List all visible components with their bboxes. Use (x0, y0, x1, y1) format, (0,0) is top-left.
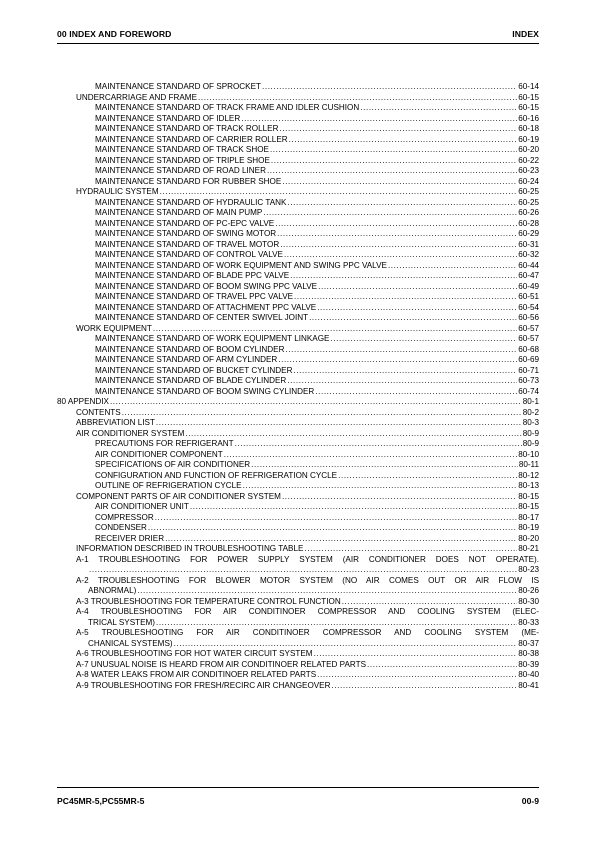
toc-page-number: 80-23 (518, 565, 539, 574)
toc-leader-dots (294, 292, 517, 303)
toc-entry-row (76, 408, 539, 419)
toc-entry-title: MAINTENANCE STANDARD OF ATTACHMENT PPC VALVE (95, 302, 317, 312)
toc-entry-row (76, 418, 539, 429)
toc-entry-title: A-9 TROUBLESHOOTING FOR FRESH/RECIRC AIR CHANGEOVER (76, 680, 331, 690)
header-rule (57, 43, 539, 44)
toc-page-number: 60-28 (518, 218, 539, 228)
toc-page-number: 80-33 (518, 617, 539, 627)
toc-leader-dots (317, 670, 517, 681)
toc-entry-row (95, 250, 539, 261)
toc-entry-title: A-2 TROUBLESHOOTING FOR BLOWER MOTOR SYSTEM (NO AIR COMES OUT OR AIR FLOW IS (76, 575, 539, 585)
toc-entry-title: MAINTENANCE STANDARD OF BLADE CYLINDER (95, 376, 287, 385)
toc-leader-dots (331, 681, 517, 692)
toc-entry-title: A-3 TROUBLESHOOTING FOR TEMPERATURE CONTROL FUNCTION (76, 596, 341, 606)
toc-page-number: 60-16 (518, 113, 539, 123)
header-section-title: 00 INDEX AND FOREWORD (57, 29, 172, 39)
toc-page-number: 60-18 (518, 124, 539, 133)
toc-entry-title: MAINTENANCE STANDARD OF BOOM CYLINDER (95, 344, 285, 354)
toc-entry[interactable] (57, 429, 539, 440)
toc-leader-dots (287, 376, 517, 387)
toc-entry[interactable] (57, 460, 539, 471)
toc-page-number: 60-44 (518, 260, 539, 270)
toc-entry-row (76, 93, 539, 104)
toc-entry-title: MAINTENANCE STANDARD OF BOOM SWING CYLINDER (95, 386, 315, 396)
toc-leader-dots (280, 240, 517, 251)
toc-entry[interactable] (57, 408, 539, 419)
toc-page-number: 60-68 (518, 344, 539, 354)
toc-entry[interactable] (57, 324, 539, 335)
toc-entry-title-cont: TRICAL SYSTEM) (88, 617, 155, 627)
toc-leader-dots (279, 124, 517, 135)
toc-entry[interactable] (57, 607, 539, 628)
toc-entry[interactable] (57, 198, 539, 209)
toc-entry-title: MAINTENANCE STANDARD OF TRAVEL PPC VALVE (95, 292, 294, 301)
toc-leader-dots (282, 492, 517, 503)
toc-leader-dots (282, 177, 517, 188)
toc-page-number: 80-2 (522, 407, 539, 417)
toc-entry-row (57, 397, 539, 408)
toc-entry[interactable] (57, 418, 539, 429)
toc-entry[interactable] (57, 366, 539, 377)
toc-leader-dots (110, 397, 522, 408)
toc-page-number: 60-71 (518, 365, 539, 375)
toc-page-number: 80-41 (518, 680, 539, 690)
toc-entry-title: CONTENTS (76, 407, 121, 417)
toc-leader-dots (165, 534, 517, 545)
toc-entry-row (95, 313, 539, 324)
toc-entry-row (95, 502, 539, 513)
toc-leader-dots (284, 250, 517, 261)
toc-entry[interactable] (57, 513, 539, 524)
toc-entry-title: MAINTENANCE STANDARD OF BOOM SWING PPC VALVE (95, 281, 318, 291)
toc-page-number: 80-10 (518, 449, 539, 459)
toc-entry-title: MAINTENANCE STANDARD OF CARRIER ROLLER (95, 134, 288, 144)
toc-entry-row (95, 219, 539, 230)
toc-entry[interactable] (57, 313, 539, 324)
page-header (57, 0, 539, 44)
toc-leader-dots (315, 387, 517, 398)
toc-leader-dots (271, 156, 517, 167)
toc-leader-dots (338, 471, 517, 482)
toc-entry[interactable] (57, 502, 539, 513)
toc-entry[interactable] (57, 481, 539, 492)
toc-leader-dots (275, 219, 517, 230)
toc-entry-row (95, 282, 539, 293)
toc-entry[interactable] (57, 670, 539, 681)
toc-entry[interactable] (57, 439, 539, 450)
toc-page-number: 60-74 (518, 386, 539, 396)
toc-entry[interactable] (57, 303, 539, 314)
toc-entry-title: A-6 TROUBLESHOOTING FOR HOT WATER CIRCUIT SYSTEM (76, 649, 313, 658)
toc-leader-dots (285, 345, 517, 356)
toc-leader-dots (270, 145, 517, 156)
toc-entry-row (95, 229, 539, 240)
toc-entry[interactable] (57, 681, 539, 692)
toc-entry-title: MAINTENANCE STANDARD OF WORK EQUIPMENT LINKAGE (95, 334, 330, 343)
toc-entry-row (95, 198, 539, 209)
toc-entry[interactable] (57, 208, 539, 219)
toc-entry-row (95, 481, 539, 492)
toc-entry[interactable] (57, 597, 539, 608)
toc-entry[interactable] (57, 660, 539, 671)
toc-entry[interactable] (57, 292, 539, 303)
toc-leader-dots (224, 450, 517, 461)
toc-leader-dots (243, 481, 518, 492)
toc-page-number: 60-22 (518, 155, 539, 165)
toc-entry[interactable] (57, 114, 539, 125)
toc-page-number: 60-15 (518, 92, 539, 102)
toc-entry-row (95, 387, 539, 398)
toc-leader-dots (241, 114, 517, 125)
toc-entry-row (95, 292, 539, 303)
toc-entry-continuation (76, 586, 539, 597)
toc-entry-title: PRECAUTIONS FOR REFRIGERANT (95, 439, 234, 448)
toc-leader-dots (330, 334, 517, 345)
toc-entry-row (76, 544, 539, 555)
toc-entry[interactable] (57, 471, 539, 482)
toc-entry-title: MAINTENANCE STANDARD OF TRACK FRAME AND IDLER CUSHION (95, 103, 360, 112)
toc-page-number: 80-9 (522, 428, 539, 438)
toc-page-number: 60-24 (518, 176, 539, 186)
toc-entry-row (95, 366, 539, 377)
toc-entry-row (95, 334, 539, 345)
toc-entry[interactable] (57, 166, 539, 177)
toc-page-number: 80-17 (518, 512, 539, 522)
toc-page-number: 80-12 (518, 470, 539, 480)
toc-entry-row (95, 355, 539, 366)
toc-entry-title-cont: CHANICAL SYSTEMS) (88, 638, 173, 648)
toc-page-number: 60-19 (518, 134, 539, 144)
toc-page-number: 60-31 (518, 239, 539, 249)
toc-entry-title: HYDRAULIC SYSTEM (76, 187, 159, 196)
toc-leader-dots (317, 303, 517, 314)
toc-entry-title: SPECIFICATIONS OF AIR CONDITIONER (95, 460, 251, 469)
table-of-contents (57, 82, 539, 691)
toc-entry[interactable] (57, 450, 539, 461)
toc-entry[interactable] (57, 271, 539, 282)
toc-entry-row (95, 166, 539, 177)
toc-entry-title: MAINTENANCE STANDARD OF ARM CYLINDER (95, 355, 278, 364)
toc-page-number: 60-25 (518, 187, 539, 196)
toc-entry-row (95, 523, 539, 534)
toc-entry-title: A-5 TROUBLESHOOTING FOR AIR CONDITINOER COMPRESSOR AND COOLING SYSTEM (ME- (76, 628, 539, 637)
toc-leader-dots (318, 282, 517, 293)
toc-entry-title: MAINTENANCE STANDARD OF TRIPLE SHOE (95, 155, 270, 165)
toc-entry-row (95, 271, 539, 282)
toc-entry-row (95, 240, 539, 251)
toc-entry-row (95, 513, 539, 524)
toc-entry-title: A-4 TROUBLESHOOTING FOR AIR CONDITINOER COMPRESSOR AND COOLING SYSTEM (ELEC- (76, 607, 539, 616)
toc-entry[interactable] (57, 534, 539, 545)
toc-entry[interactable] (57, 649, 539, 660)
toc-entry-title: MAINTENANCE STANDARD OF TRACK SHOE (95, 145, 269, 154)
toc-entry-title: CONDENSER (95, 523, 147, 532)
toc-page-number: 60-57 (518, 323, 539, 333)
toc-leader-dots (262, 82, 517, 93)
toc-leader-dots (137, 586, 517, 597)
toc-page-number: 60-32 (518, 250, 539, 259)
toc-entry-title: MAINTENANCE STANDARD OF BUCKET CYLINDER (95, 365, 293, 375)
toc-page-number: 80-1 (522, 397, 539, 406)
toc-page-number: 80-3 (522, 418, 539, 427)
toc-entry[interactable] (57, 124, 539, 135)
toc-entry-continuation (76, 618, 539, 629)
toc-entry[interactable] (57, 82, 539, 93)
toc-entry[interactable] (57, 156, 539, 167)
toc-entry-title: MAINTENANCE STANDARD OF TRACK ROLLER (95, 124, 279, 133)
toc-page-number: 60-69 (518, 355, 539, 364)
toc-entry-row (76, 681, 539, 692)
toc-entry-title: OUTLINE OF REFRIGERATION CYCLE (95, 481, 242, 490)
toc-entry-row (76, 429, 539, 440)
toc-entry-title: MAINTENANCE STANDARD OF SWING MOTOR (95, 229, 277, 238)
toc-entry-row (95, 82, 539, 93)
toc-page-number: 80-30 (518, 596, 539, 606)
toc-entry[interactable] (57, 387, 539, 398)
toc-leader-dots (388, 261, 517, 272)
toc-page-number: 80-39 (518, 659, 539, 669)
footer-rule (57, 787, 539, 788)
toc-entry-title: COMPRESSOR (95, 512, 154, 522)
toc-entry-row (95, 156, 539, 167)
toc-leader-dots (155, 513, 518, 524)
toc-leader-dots (342, 597, 518, 608)
toc-leader-dots (153, 324, 517, 335)
toc-leader-dots (290, 271, 517, 282)
toc-entry-title: MAINTENANCE STANDARD OF CONTROL VALVE (95, 250, 283, 259)
toc-entry-row (76, 649, 539, 660)
toc-page-number: 80-9 (522, 439, 539, 448)
toc-page-number: 80-11 (518, 460, 539, 469)
toc-entry-continuation (76, 565, 539, 576)
toc-page-number: 60-15 (518, 103, 539, 112)
toc-entry-title: MAINTENANCE STANDARD OF CENTER SWIVEL JOINT (95, 313, 309, 322)
toc-entry[interactable] (57, 576, 539, 597)
toc-entry[interactable] (57, 93, 539, 104)
toc-page-number: 80-15 (518, 491, 539, 501)
toc-entry-continuation (76, 639, 539, 650)
toc-entry-row (95, 208, 539, 219)
toc-leader-dots (314, 649, 518, 660)
toc-entry-row (95, 439, 539, 450)
toc-entry-title: A-7 UNUSUAL NOISE IS HEARD FROM AIR CONDITINOER RELATED PARTS (76, 659, 366, 669)
toc-entry[interactable] (57, 282, 539, 293)
toc-entry-title-cont: ABNORMAL) (88, 586, 137, 595)
toc-page-number: 60-57 (518, 334, 539, 343)
toc-leader-dots (267, 166, 517, 177)
toc-page-number: 60-49 (518, 281, 539, 291)
toc-page-number: 60-23 (518, 166, 539, 175)
toc-entry-row (95, 471, 539, 482)
toc-entry[interactable] (57, 492, 539, 503)
toc-page-number: 80-40 (518, 670, 539, 679)
toc-entry-title: RECEIVER DRIER (95, 533, 165, 543)
toc-leader-dots (122, 408, 522, 419)
toc-leader-dots (174, 639, 518, 650)
footer-model: PC45MR-5,PC55MR-5 (57, 796, 145, 806)
toc-entry-title: CONFIGURATION AND FUNCTION OF REFRIGERATION CYCLE (95, 470, 338, 480)
toc-leader-dots (198, 93, 517, 104)
toc-entry[interactable] (57, 177, 539, 188)
toc-leader-dots (156, 418, 522, 429)
toc-entry[interactable] (57, 261, 539, 272)
toc-entry[interactable] (57, 250, 539, 261)
toc-page-number: 80-26 (518, 586, 539, 595)
toc-entry-title: ABBREVIATION LIST (76, 418, 155, 427)
toc-leader-dots (304, 544, 517, 555)
toc-entry-row (95, 124, 539, 135)
toc-entry-title: AIR CONDITIONER UNIT (95, 502, 189, 511)
toc-leader-dots (289, 135, 518, 146)
toc-entry-title: MAINTENANCE STANDARD OF ROAD LINER (95, 166, 266, 175)
toc-entry-title: MAINTENANCE STANDARD OF SPROCKET (95, 82, 261, 91)
toc-leader-dots (190, 502, 517, 513)
toc-entry-row (95, 345, 539, 356)
toc-page-number: 60-56 (518, 313, 539, 322)
toc-page-number: 80-21 (518, 544, 539, 553)
toc-entry[interactable] (57, 240, 539, 251)
toc-entry-title: 80 APPENDIX (57, 397, 109, 406)
toc-entry[interactable] (57, 187, 539, 198)
toc-entry[interactable] (57, 219, 539, 230)
toc-entry-row (95, 103, 539, 114)
header-index-label: INDEX (512, 29, 539, 39)
toc-page-number: 60-47 (518, 271, 539, 280)
toc-entry[interactable] (57, 376, 539, 387)
toc-entry[interactable] (57, 334, 539, 345)
toc-page-number: 60-20 (518, 145, 539, 154)
toc-page-number: 60-29 (518, 229, 539, 238)
toc-entry-title: INFORMATION DESCRIBED IN TROUBLESHOOTING TABLE (76, 544, 304, 553)
toc-entry-row (76, 324, 539, 335)
toc-entry-title: COMPONENT PARTS OF AIR CONDITIONER SYSTEM (76, 491, 281, 501)
toc-page-number: 60-51 (518, 292, 539, 301)
toc-entry-row (95, 135, 539, 146)
toc-page-number: 80-20 (518, 533, 539, 543)
toc-leader-dots (235, 439, 522, 450)
toc-entry[interactable] (57, 628, 539, 649)
toc-entry-title: MAINTENANCE STANDARD OF HYDRAULIC TANK (95, 197, 287, 207)
toc-entry-title: AIR CONDITIONER SYSTEM (76, 428, 185, 438)
toc-entry-row (95, 114, 539, 125)
toc-leader-dots (287, 198, 517, 209)
toc-entry-title: WORK EQUIPMENT (76, 323, 152, 333)
toc-page-number: 80-19 (518, 523, 539, 532)
toc-entry-row (95, 450, 539, 461)
toc-leader-dots (185, 429, 521, 440)
toc-entry-row (95, 303, 539, 314)
toc-entry-title: MAINTENANCE STANDARD OF IDLER (95, 113, 241, 123)
toc-entry-row (95, 145, 539, 156)
toc-page-number: 60-73 (518, 376, 539, 385)
toc-entry-title: UNDERCARRIAGE AND FRAME (76, 92, 197, 102)
toc-entry[interactable] (57, 544, 539, 555)
toc-entry-row (76, 492, 539, 503)
toc-entry[interactable] (57, 397, 539, 408)
toc-page-number: 60-54 (518, 302, 539, 312)
toc-page-number: 80-37 (518, 638, 539, 648)
toc-entry[interactable] (57, 145, 539, 156)
toc-leader-dots (277, 229, 517, 240)
toc-leader-dots (160, 187, 518, 198)
toc-entry-title: MAINTENANCE STANDARD OF WORK EQUIPMENT AND SWING PPC VALVE (95, 260, 387, 270)
toc-leader-dots (293, 366, 517, 377)
toc-leader-dots (367, 660, 517, 671)
toc-entry-title: A-1 TROUBLESHOOTING FOR POWER SUPPLY SYSTEM (AIR CONDITIONER DOES NOT OPERATE). (76, 554, 539, 564)
footer-page-number: 00-9 (521, 796, 539, 806)
toc-entry-row (95, 261, 539, 272)
toc-entry-row (95, 460, 539, 471)
toc-entry-row (95, 376, 539, 387)
toc-page-number: 80-38 (518, 649, 539, 658)
toc-entry-title: MAINTENANCE STANDARD FOR RUBBER SHOE (95, 176, 282, 186)
toc-entry-row (76, 670, 539, 681)
toc-entry-row (76, 660, 539, 671)
toc-entry[interactable] (57, 229, 539, 240)
toc-leader-dots (148, 523, 517, 534)
toc-entry-row (95, 534, 539, 545)
toc-entry-title: MAINTENANCE STANDARD OF MAIN PUMP (95, 208, 263, 217)
toc-page-number: 80-13 (518, 481, 539, 490)
toc-entry[interactable] (57, 523, 539, 534)
toc-leader-dots (263, 208, 517, 219)
toc-leader-dots (156, 618, 517, 629)
toc-entry[interactable] (57, 555, 539, 576)
toc-entry-title: A-8 WATER LEAKS FROM AIR CONDITINOER RELATED PARTS (76, 670, 317, 679)
toc-page-number: 80-15 (518, 502, 539, 511)
toc-entry[interactable] (57, 135, 539, 146)
toc-leader-dots (89, 565, 517, 576)
toc-entry-title: MAINTENANCE STANDARD OF PC-EPC VALVE (95, 218, 275, 228)
toc-entry[interactable] (57, 345, 539, 356)
toc-leader-dots (278, 355, 517, 366)
toc-page-number: 60-26 (518, 208, 539, 217)
toc-entry-row (76, 597, 539, 608)
toc-entry-title: MAINTENANCE STANDARD OF BLADE PPC VALVE (95, 271, 290, 280)
toc-entry-title: AIR CONDITIONER COMPONENT (95, 449, 223, 459)
toc-entry-row (95, 177, 539, 188)
toc-entry[interactable] (57, 103, 539, 114)
toc-page-number: 60-25 (518, 197, 539, 207)
toc-leader-dots (309, 313, 517, 324)
toc-leader-dots (360, 103, 517, 114)
toc-leader-dots (251, 460, 518, 471)
toc-entry-title: MAINTENANCE STANDARD OF TRAVEL MOTOR (95, 239, 280, 249)
toc-page-number: 60-14 (518, 82, 539, 91)
toc-entry[interactable] (57, 355, 539, 366)
toc-entry-row (76, 187, 539, 198)
